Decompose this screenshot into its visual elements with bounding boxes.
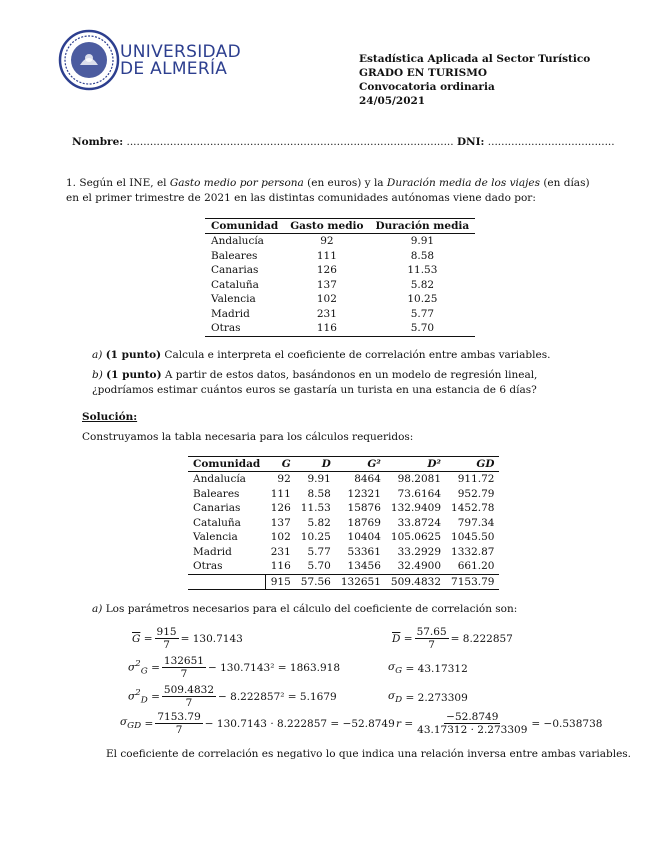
header-g: G	[265, 457, 296, 472]
sd-d-symbol: $\sigma_D$	[388, 690, 403, 706]
cell: Madrid	[211, 307, 250, 320]
cell: 53361	[347, 545, 381, 558]
cell: 13456	[336, 559, 386, 574]
question-italic-b: Duración media de los viajes	[386, 177, 540, 189]
question-text-a: Según el INE, el	[79, 177, 170, 189]
cell: Otras	[205, 321, 284, 336]
part-a-intro	[92, 603, 517, 615]
sd-g-symbol: $\sigma_G$	[388, 661, 403, 677]
cell: 73.6164	[397, 487, 442, 500]
denominator: 7	[175, 724, 183, 736]
sigma: σ	[120, 715, 128, 728]
university-logo	[58, 29, 120, 91]
university-seal-icon	[58, 29, 120, 91]
cell: 92	[320, 235, 334, 247]
formula-covariance: $\sigma_{GD}$ = $\frac{7153.79}{7}$ − 130.7143 · 8.222857 = −52.8749	[120, 711, 395, 736]
cell: 32.4900	[386, 559, 446, 574]
numerator: 915	[156, 626, 177, 638]
cell: 10.25	[407, 293, 438, 305]
fraction	[415, 711, 529, 736]
total-cell: 915	[265, 574, 296, 590]
cell: 18769	[347, 516, 381, 529]
sigma: σ	[128, 690, 136, 703]
data-table	[205, 218, 475, 337]
cell: 116	[284, 321, 369, 336]
r-symbol: r	[396, 717, 402, 730]
university-line1: UNIVERSIDAD	[120, 42, 241, 62]
subquestion-b-points: (1 punto)	[106, 369, 162, 381]
sigma: σ	[388, 690, 396, 702]
cell: 137	[270, 516, 291, 529]
part-a-tag: a)	[92, 603, 103, 615]
covariance-symbol: $\sigma_{GD}$	[120, 715, 142, 732]
cell: 1452.78	[451, 502, 495, 514]
cell: 33.8724	[397, 516, 442, 529]
formula-variance-g: $\sigma^2_G$ = $\frac{132651}{7}$ − 130.7143² = 1863.918	[128, 655, 341, 680]
solution-title: Solución:	[82, 411, 138, 423]
part-a-text: Los parámetros necesarios para el cálculo del coeficiente de correlación son:	[105, 603, 518, 615]
cell: Baleares	[193, 487, 240, 500]
exam-header	[359, 52, 590, 108]
cell: Canarias	[211, 264, 259, 276]
denominator: 7	[180, 668, 188, 680]
mean-g-result: = 130.7143	[180, 632, 243, 645]
dni-field[interactable]: ......................................	[487, 136, 615, 148]
sd-g-result: = 43.17312	[405, 662, 468, 675]
mean-g-symbol: $\overline{G}$	[132, 632, 141, 645]
correlation-result: = −0.538738	[531, 717, 603, 730]
solution-intro: Construyamos la tabla necesaria para los cálculos requeridos:	[82, 431, 414, 443]
nombre-field[interactable]: ..................................................................................................	[126, 136, 454, 148]
table-row	[188, 545, 499, 560]
subquestion-b-text: A partir de estos datos, basándonos en un modelo de regresión lineal, ¿podríamos estimar cuántos euros se gastaría un turista en una estancia de 6 días?	[92, 369, 538, 396]
total-cell: 132651	[336, 574, 386, 590]
table-row	[205, 307, 475, 322]
fraction	[162, 655, 206, 680]
formula-mean-d: $\overline{D}$ = $\frac{57.65}{7}$ = 8.222857	[392, 626, 513, 651]
total-cell: 7153.79	[446, 574, 499, 590]
table-row	[188, 559, 499, 574]
numerator: 509.4832	[163, 684, 215, 696]
numerator: −52.8749	[446, 711, 499, 723]
cell: 105.0625	[390, 531, 442, 543]
sigma: σ	[128, 661, 136, 674]
header-gasto: Gasto medio	[284, 219, 369, 234]
header-comunidad: Comunidad	[188, 457, 265, 472]
variance-d-symbol: $\sigma^2_D$	[128, 687, 148, 706]
variance-g-symbol: $\sigma^2_G$	[128, 658, 148, 677]
cell: 11.53	[300, 502, 331, 514]
conclusion-text: El coeficiente de correlación es negativo lo que indica una relación inversa entre ambas variables.	[106, 748, 632, 760]
table-row	[205, 263, 475, 278]
header-g2: G²	[336, 457, 386, 472]
exam-session: Convocatoria ordinaria	[359, 81, 495, 93]
cell: Andalucía	[211, 235, 264, 247]
fraction	[415, 626, 449, 651]
question-text-c: (en días) en el primer trimestre de 2021 en las distintas comunidades autónomas viene dado por:	[66, 177, 590, 204]
cell: 231	[270, 545, 291, 558]
cell: 8464	[354, 473, 381, 485]
cell: 137	[316, 278, 337, 291]
formula-mean-g: $\overline{G}$ = $\frac{915}{7}$ = 130.7143	[132, 626, 243, 651]
formula-correlation: r = $\frac{-52.8749}{43.17312 \cdot 2.273309}$ = −0.538738	[396, 711, 603, 736]
table-row	[205, 321, 475, 336]
cell: 102	[316, 293, 337, 305]
cell: 8.58	[410, 249, 435, 262]
cell: Valencia	[193, 531, 238, 543]
subquestion-b	[92, 368, 602, 398]
cell: 9.91	[307, 473, 331, 485]
cell: 911.72	[457, 473, 495, 485]
cell: 231	[316, 307, 337, 320]
cell: 5.70	[370, 321, 476, 336]
cell: 126	[270, 502, 291, 514]
total-cell: 509.4832	[386, 574, 446, 590]
table-row	[205, 278, 475, 293]
cell: 98.2081	[397, 473, 442, 485]
subquestion-a-text: Calcula e interpreta el coeficiente de correlación entre ambas variables.	[161, 349, 551, 361]
mean-d-result: = 8.222857	[450, 632, 513, 645]
cell: 10.25	[300, 531, 331, 543]
formula-variance-d: $\sigma^2_D$ = $\frac{509.4832}{7}$ − 8.222857² = 5.1679	[128, 684, 337, 709]
question-number: 1.	[66, 177, 77, 189]
table-row	[188, 501, 499, 516]
numerator: 7153.79	[157, 711, 201, 723]
header-gd: GD	[446, 457, 499, 472]
cell: 5.77	[307, 545, 331, 558]
totals-row	[188, 574, 499, 590]
cell: 111	[270, 487, 291, 500]
cell: 9.91	[410, 235, 435, 247]
cell: 797.34	[457, 516, 495, 529]
cell: 5.70	[296, 559, 336, 574]
cell: Andalucía	[193, 473, 246, 485]
cell: 1045.50	[451, 531, 495, 543]
cell: 1332.87	[451, 545, 495, 558]
question-text-b: (en euros) y la	[303, 177, 387, 189]
cell: 102	[270, 531, 291, 543]
cell: 5.82	[307, 516, 331, 529]
numerator: 57.65	[416, 626, 447, 638]
dni-label: DNI:	[456, 136, 485, 148]
variance-d-result: − 8.222857² = 5.1679	[218, 690, 337, 703]
cell: Otras	[188, 559, 265, 574]
total-cell: 57.56	[296, 574, 336, 590]
cell: 33.2929	[397, 545, 442, 558]
subquestion-a-tag: a)	[92, 349, 103, 361]
denominator: 7	[185, 697, 193, 709]
table-row	[205, 234, 475, 249]
cell: 10404	[347, 531, 381, 543]
fraction	[155, 626, 179, 651]
fraction	[162, 684, 216, 709]
table-row	[188, 472, 499, 487]
formula-sd-g	[388, 661, 468, 676]
sd-d-result: = 2.273309	[405, 691, 468, 704]
table-row	[205, 292, 475, 307]
cell	[188, 574, 265, 590]
cell: 11.53	[407, 264, 438, 276]
fraction	[155, 711, 202, 736]
header-d2: D²	[386, 457, 446, 472]
cell: 116	[265, 559, 296, 574]
cell: 126	[316, 264, 337, 276]
cell: 8.58	[307, 487, 331, 500]
subquestion-a-points: (1 punto)	[105, 349, 162, 361]
question-1	[66, 176, 598, 206]
cell: 5.77	[410, 307, 435, 320]
numerator: 132651	[163, 655, 204, 667]
cell: 5.82	[410, 278, 435, 291]
cell: Cataluña	[193, 516, 241, 529]
calculation-table	[188, 456, 499, 590]
denominator: 7	[428, 639, 435, 651]
student-info-line	[72, 136, 615, 148]
table-row	[188, 516, 499, 531]
exam-date: 24/05/2021	[359, 95, 426, 107]
course-title: Estadística Aplicada al Sector Turístico	[359, 53, 591, 65]
university-name	[120, 44, 241, 78]
nombre-label: Nombre:	[72, 136, 124, 148]
cell: 15876	[347, 502, 381, 514]
table-row	[188, 487, 499, 502]
cell: 111	[316, 249, 337, 262]
cell: Baleares	[211, 249, 258, 262]
sigma: σ	[388, 661, 396, 673]
subquestion-a	[92, 348, 602, 363]
degree-title: GRADO EN TURISMO	[359, 67, 487, 79]
formula-sd-d	[388, 690, 468, 705]
subquestion-b-tag: b)	[92, 369, 103, 381]
mean-d-symbol: $\overline{D}$	[392, 632, 401, 645]
cell: 92	[277, 473, 291, 485]
cell: Cataluña	[211, 278, 259, 291]
cell: 132.9409	[390, 502, 442, 514]
cell: 12321	[347, 487, 381, 500]
cell: Madrid	[193, 545, 232, 558]
denominator: 43.17312 · 2.273309	[417, 724, 528, 736]
table-row	[188, 530, 499, 545]
cell: 952.79	[457, 487, 495, 500]
table-row	[205, 249, 475, 264]
covariance-result: − 130.7143 · 8.222857 = −52.8749	[204, 717, 395, 730]
university-line2: DE ALMERÍA	[120, 59, 228, 79]
variance-g-result: − 130.7143² = 1863.918	[207, 661, 341, 674]
cell: 661.20	[446, 559, 499, 574]
cell: Valencia	[211, 293, 256, 305]
header-d: D	[296, 457, 336, 472]
cell: Canarias	[193, 502, 241, 514]
denominator: 7	[163, 639, 170, 651]
question-italic-a: Gasto medio por persona	[169, 177, 304, 189]
header-comunidad: Comunidad	[205, 219, 284, 234]
header-duracion: Duración media	[370, 219, 476, 234]
